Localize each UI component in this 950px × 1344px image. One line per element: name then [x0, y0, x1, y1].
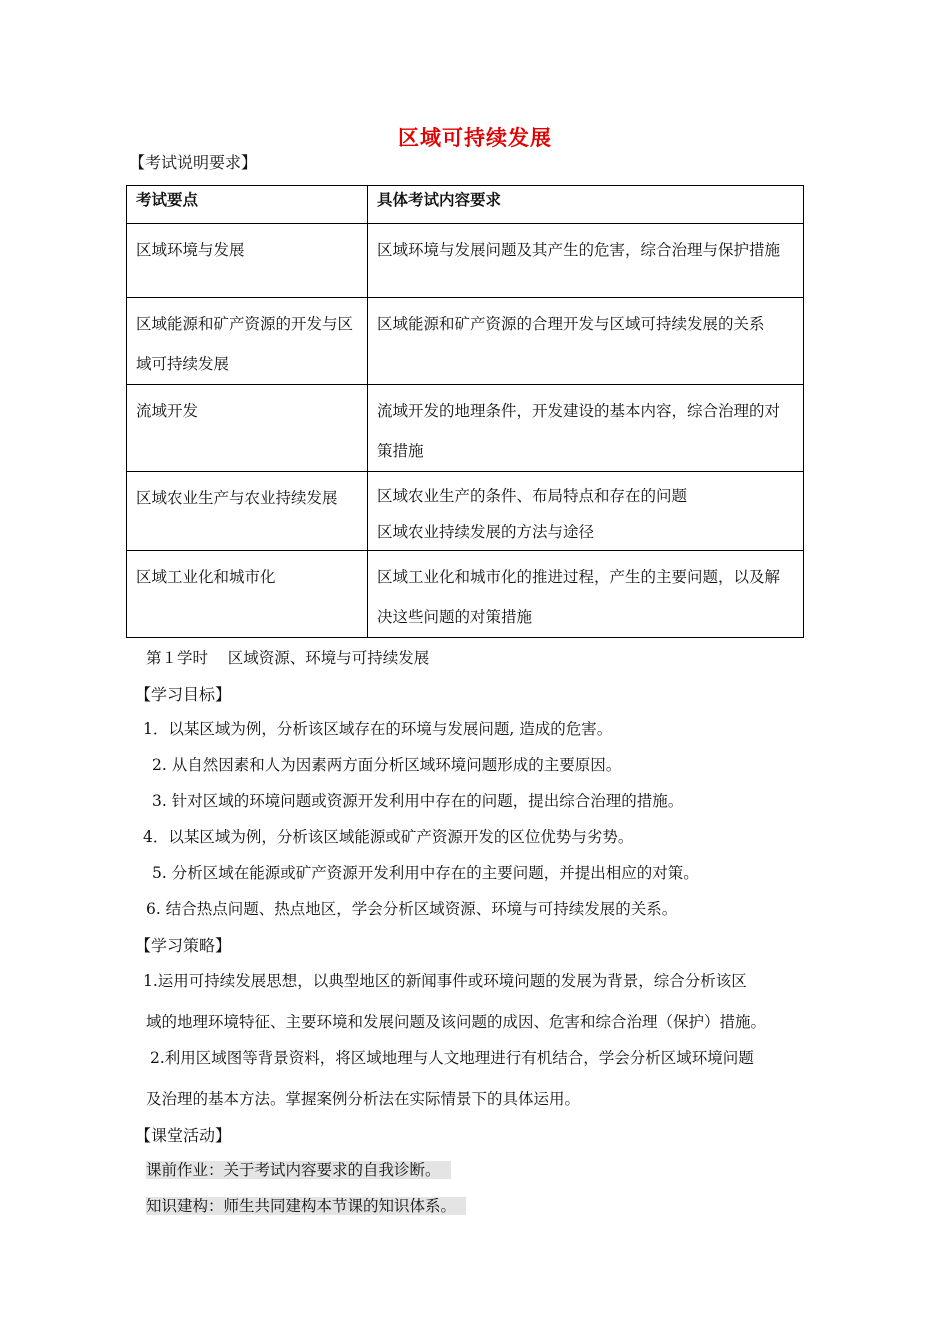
header-exam-content: 具体考试内容要求: [368, 186, 804, 224]
exam-content-line: 区域农业生产的条件、布局特点和存在的问题: [377, 487, 688, 505]
exam-content-cell: 流域开发的地理条件，开发建设的基本内容，综合治理的对策措施: [368, 385, 804, 472]
exam-requirements-table: [126, 185, 804, 638]
table-row: [127, 472, 804, 551]
exam-point-cell: 区域能源和矿产资源的开发与区域可持续发展: [127, 298, 368, 385]
lesson-title: 区域资源、环境与可持续发展: [227, 649, 430, 667]
exam-point-cell: 区域工业化和城市化: [127, 551, 368, 638]
lesson-label: 第１学时: [146, 649, 209, 667]
objective-item: 3. 针对区域的环境问题或资源开发利用中存在的问题，提出综合治理的措施。: [152, 792, 684, 810]
objective-item: 4．以某区域为例，分析该区域能源或矿产资源开发的区位优势与劣势。: [143, 828, 634, 846]
exam-requirements-heading: 【考试说明要求】: [129, 153, 258, 172]
strategy-heading: 【学习策略】: [135, 936, 232, 955]
header-exam-point: 考试要点: [127, 186, 368, 224]
activity-item: [146, 1158, 451, 1180]
page-title: 区域可持续发展: [398, 126, 552, 150]
strategy-line: 及治理的基本方法。掌握案例分析法在实际情景下的具体运用。: [146, 1090, 581, 1108]
exam-content-cell: [368, 472, 804, 551]
objective-item: 2. 从自然因素和人为因素两方面分析区域环境问题形成的主要原因。: [152, 756, 622, 774]
exam-content-cell: 区域工业化和城市化的推进过程，产生的主要问题，以及解决这些问题的对策措施: [368, 551, 804, 638]
objective-item: 1．以某区域为例，分析该区域存在的环境与发展问题, 造成的危害。: [143, 720, 613, 738]
activity-heading: 【课堂活动】: [135, 1126, 232, 1145]
activity-item-text: 知识建构：师生共同建构本节课的知识体系。: [146, 1197, 466, 1215]
activity-item: [146, 1194, 466, 1216]
exam-point-cell: 区域环境与发展: [127, 224, 368, 298]
objective-item: 6. 结合热点问题、热点地区，学会分析区域资源、环境与可持续发展的关系。: [146, 900, 678, 918]
strategy-line: 2.利用区域图等背景资料，将区域地理与人文地理进行有机结合，学会分析区域环境问题: [150, 1049, 754, 1067]
table-row: [127, 298, 804, 385]
exam-point-cell: 区域农业生产与农业持续发展: [127, 472, 368, 551]
activity-item-text: 课前作业：关于考试内容要求的自我诊断。: [146, 1161, 451, 1179]
exam-point-cell: 流域开发: [127, 385, 368, 472]
objectives-heading: 【学习目标】: [135, 685, 232, 704]
strategy-line: 1.运用可持续发展思想，以典型地区的新闻事件或环境问题的发展为背景，综合分析该区: [143, 972, 747, 990]
strategy-line: 域的地理环境特征、主要环境和发展问题及该问题的成因、危害和综合治理（保护）措施。: [146, 1013, 767, 1031]
exam-content-cell: 区域能源和矿产资源的合理开发与区域可持续发展的关系: [368, 298, 804, 385]
exam-content-cell: 区域环境与发展问题及其产生的危害，综合治理与保护措施: [368, 224, 804, 298]
exam-content-line: 区域农业持续发展的方法与途径: [377, 523, 595, 541]
objective-item: 5. 分析区域在能源或矿产资源开发利用中存在的主要问题，并提出相应的对策。: [152, 864, 699, 882]
table-row: [127, 551, 804, 638]
table-row: [127, 224, 804, 298]
table-header-row: [127, 186, 804, 224]
table-row: [127, 385, 804, 472]
lesson-line: [146, 646, 429, 668]
